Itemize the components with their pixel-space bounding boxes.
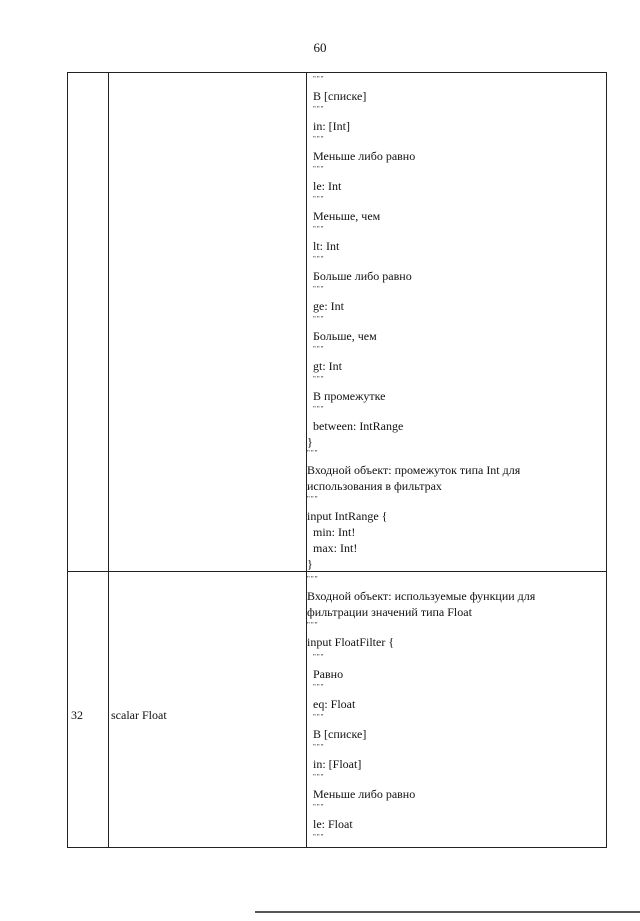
quote-marker: """ (313, 195, 325, 203)
quote-marker: """ (307, 575, 319, 583)
quote-marker: """ (313, 773, 325, 781)
code-line: in: [Int] (313, 119, 350, 133)
quote-marker: """ (313, 803, 325, 811)
quote-marker: """ (313, 135, 325, 143)
code-line: ge: Int (313, 299, 344, 313)
quote-marker: """ (307, 621, 319, 629)
code-line: фильтрации значений типа Float (307, 605, 472, 619)
code-line: max: Int! (307, 541, 358, 555)
quote-marker: """ (313, 653, 325, 661)
quote-marker: """ (313, 75, 325, 83)
quote-marker: """ (313, 833, 325, 841)
code-line: Меньше либо равно (313, 787, 416, 801)
quote-marker: """ (307, 449, 319, 457)
quote-marker: """ (313, 743, 325, 751)
code-line: Входной объект: используемые функции для (307, 589, 536, 603)
code-line: lt: Int (313, 239, 340, 253)
code-line: } (307, 557, 313, 571)
code-line: input FloatFilter { (307, 635, 395, 649)
quote-marker: """ (313, 375, 325, 383)
quote-marker: """ (313, 713, 325, 721)
code-line: in: [Float] (313, 757, 362, 771)
quote-marker: """ (313, 165, 325, 173)
code-line: В промежутке (313, 389, 386, 403)
code-line: Входной объект: промежуток типа Int для (307, 463, 521, 477)
code-line: input IntRange { (307, 509, 388, 523)
code-line: Равно (313, 667, 344, 681)
code-line: le: Int (313, 179, 342, 193)
code-line: Больше либо равно (313, 269, 412, 283)
quote-marker: """ (307, 495, 319, 503)
quote-marker: """ (313, 405, 325, 413)
code-line: le: Float (313, 817, 353, 831)
quote-marker: """ (313, 285, 325, 293)
code-line: В [списке] (313, 727, 367, 741)
quote-marker: """ (313, 225, 325, 233)
code-line: В [списке] (313, 89, 367, 103)
page-bottom-edge (255, 911, 640, 913)
row-number-cell: 32 (71, 708, 83, 722)
code-line: Меньше либо равно (313, 149, 416, 163)
quote-marker: """ (313, 255, 325, 263)
column-divider (108, 73, 109, 847)
row-divider (68, 571, 606, 572)
code-line: } (307, 435, 313, 449)
code-line: min: Int! (307, 525, 356, 539)
type-name-cell: scalar Float (111, 708, 167, 722)
quote-marker: """ (313, 315, 325, 323)
code-line: gt: Int (313, 359, 342, 373)
code-line: использования в фильтрах (307, 479, 442, 493)
code-line: between: IntRange (313, 419, 404, 433)
code-line: Больше, чем (313, 329, 377, 343)
quote-marker: """ (313, 345, 325, 353)
code-line: eq: Float (313, 697, 356, 711)
spec-table (67, 72, 607, 848)
quote-marker: """ (313, 683, 325, 691)
code-line: Меньше, чем (313, 209, 381, 223)
quote-marker: """ (313, 105, 325, 113)
page-number: 60 (313, 40, 327, 55)
